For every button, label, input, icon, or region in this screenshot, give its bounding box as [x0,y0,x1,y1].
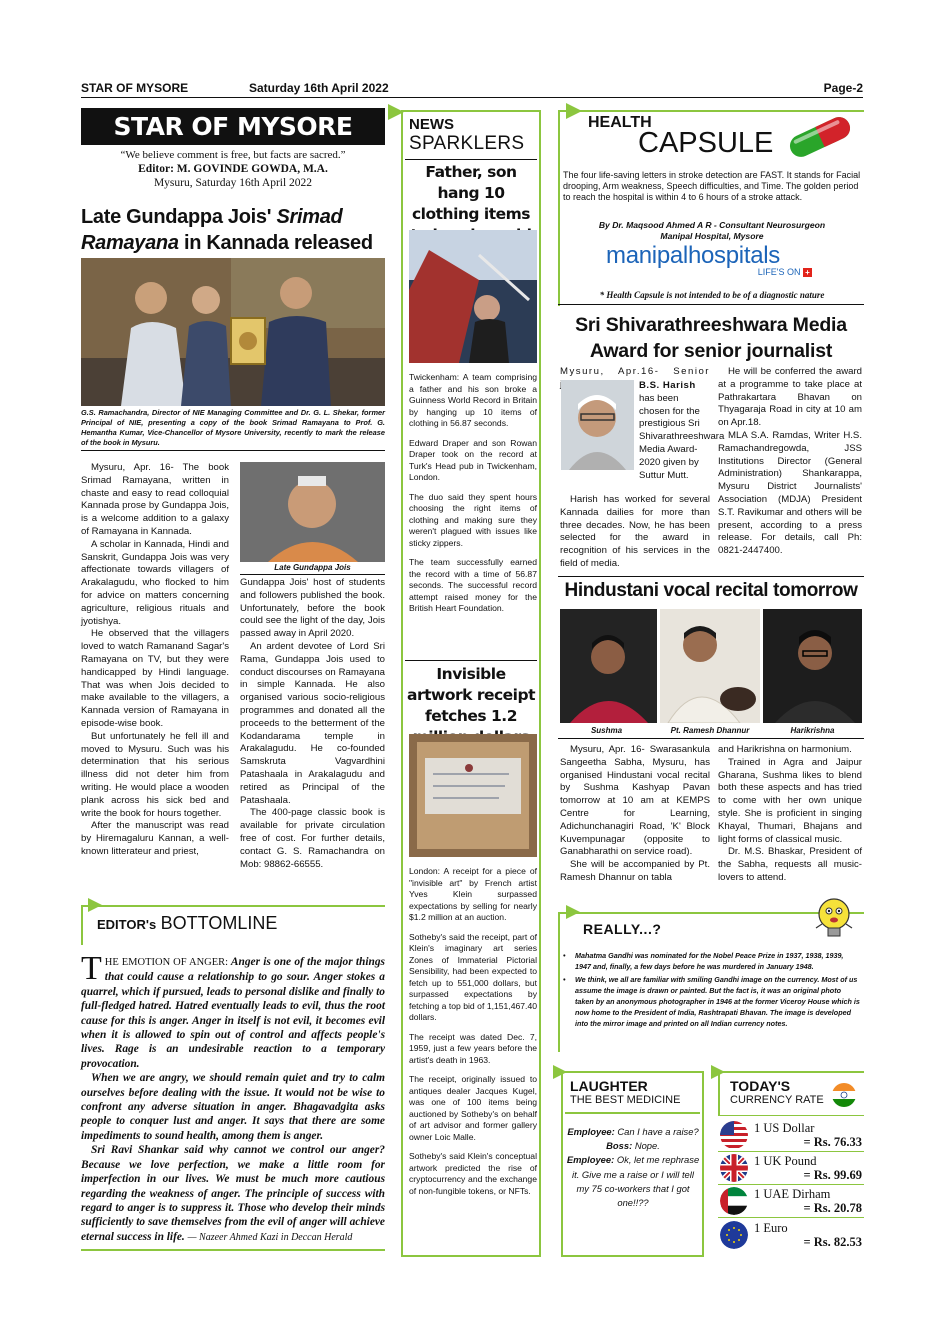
really-label: REALLY...? [583,921,662,937]
currency-rule [718,1115,864,1116]
award-para: Harish has worked for several Kannada dailies for more than three decades. Now, he has been selected for the award in recognition of his services in the field of media. [560,494,710,569]
sparklers-para: Sotheby's said the receipt, part of Klein's imaginary art series Zones of Immaterial Pictorial Sensibility, had been expected to fetch up to 551,000 dollars, but surpassed expectations by fetching a top bid of 1,151,467.40 dollars. [409,931,537,1022]
recital-col-1 [560,744,710,885]
india-flag-icon [831,1082,857,1108]
lead-headline-c: Ramayana [81,232,179,254]
recital-headline: Hindustani vocal recital tomorrow [564,580,858,601]
health-rule [558,304,864,305]
really-item: • Mahatma Gandhi was nominated for the Nobel Peace Prize in 1937, 1938, 1939, 1947 and, finally, a few days before he was murdered in January 1948. [563,951,844,971]
laughter-joke [566,1125,700,1210]
bottomline-para-2: When we are angry, we should remain quiet and try to calm ourselves before dealing with the issue. It would not be wise to confront any adverse situation in anger. Bhagavadgita asks people to conquer lust and anger. It says that there are some impediments to sound health, among them is anger. [81,1072,385,1142]
health-byline-2: Manipal Hospital, Mysore [660,231,764,241]
arrow-corner-icon [566,103,582,119]
rate-row-usd [718,1119,864,1152]
recital-para: Mysuru, Apr. 16- Swarasankula Sangeetha Sabha, Mysuru, has organised Hindustani vocal recital by Sushma Kashyap Pavan tomorrow at 10 am at KEMPS Centre for Learning, Adichunchanagiri Road, 'K' Block Kuvempunagar (opposite to Ganabharathi on service road). [560,744,710,858]
bottomline-box [81,905,385,945]
rate-usd [748,1121,864,1149]
sparklers-story-2 [409,866,537,1205]
recital-captions [558,726,864,738]
capsule-icon [780,112,860,162]
rate-row-aed [718,1185,864,1218]
arrow-corner-icon [388,104,404,120]
sparklers-headline-2: Invisible artwork receipt fetches 1.2 [406,665,535,725]
harish-portrait-illustration [561,380,634,470]
rate-gbp [748,1154,864,1182]
sparklers-para: The team successfully earned the record with a time of 56.87 seconds. The successful record attempt raised money for the British Heart Foundation. [409,557,537,613]
rate-row-eur [718,1218,864,1251]
currency-label [730,1078,830,1107]
lightbulb-mascot-icon [812,896,856,942]
harish-portrait [561,380,634,470]
sparklers-para: The duo said they spent hours choosing the right items of clothing and making sure they weren't plagued with issues like sticky zippers. [409,491,537,548]
caption-harikrishna: Harikrishna [790,726,835,735]
jois-portrait-illustration [240,462,385,562]
rate-aed [748,1187,864,1215]
award-name-rest: has been chosen for the prestigious Sri Shivarathreeshwara Media Award-2020 given by Suttur Mutt. [639,392,725,481]
sushma-photo [560,609,657,723]
harish-name: B.S. Harish [639,380,696,391]
sparklers-para: Twickenham: A team comprising a father and his son broke a Guinness World Record in Britain by hanging up 10 items of clothing in 56.87 seconds. [409,372,537,428]
lead-para: Gundappa Jois' host of students and followers published the book. Unfortunately, before the book could see the light of the day, Jois passed away in April 2020. [240,577,385,640]
eu-flag-icon [720,1221,748,1249]
award-col-1b [560,494,710,571]
sparklers-label-a: NEWS [409,116,454,133]
award-rule [558,576,864,577]
sparklers-para: The receipt was dated Dec. 7, 1959, just a few years before the artist's death in 1963. [409,1031,537,1065]
rate-value: = Rs. 99.69 [803,1168,862,1182]
book-release-caption: G.S. Ramachandra, Director of NIE Managing Committee and Dr. G. L. Shekar, former Principal of NIE, presenting a copy of the book Srimad Ramayana to Prof. G. Hemantha Kumar, Vice-Chancellor of Mysore University, recently to mark the release of the book in Mysuru. [81,408,385,447]
manipal-logo-b: hospitals [687,242,780,269]
rate-value: = Rs. 20.78 [803,1201,862,1215]
bottomline-drop-cap: T [81,950,102,987]
bottomline-credit: — Nazeer Ahmed Kazi in Deccan Herald [187,1231,353,1243]
joke-who-2: Boss: [606,1140,633,1152]
sparklers-para: London: A receipt for a piece of "invisible art" by French artist Yves Klein surpassed expectations by selling for nearly $1.2 million at an auction. [409,866,537,922]
masthead-dateline: Mysuru, Saturday 16th April 2022 [153,177,313,189]
sparklers-headline-1: Father, son hang 10 clothing items [411,163,531,223]
header-page: Page-2 [823,81,863,95]
plus-icon: + [803,268,812,277]
rate-value: = Rs. 82.53 [803,1234,862,1249]
sparklers-label [409,117,537,155]
rate-value: = Rs. 76.33 [803,1135,862,1149]
currency-list [718,1119,864,1251]
page-header [81,80,863,98]
bottomline-para [81,1143,385,1245]
arrow-corner-icon [711,1065,725,1079]
currency-label-b: CURRENCY RATE [730,1094,824,1106]
recital-para: Dr. M.S. Bhaskar, President of the Sabha, requests all music-lovers to attend. [718,846,862,883]
clothing-record-illustration [409,230,537,363]
currency-label-a: TODAY'S [730,1078,791,1094]
caption-dhannur: Pt. Ramesh Dhannur [670,726,750,735]
book-release-illustration [81,258,385,406]
lead-headline-b: Srimad [276,206,343,228]
arrow-corner-icon [566,905,580,919]
lead-column-1 [81,462,229,859]
joke-who-1: Employee: [567,1126,615,1137]
sparklers-para: The receipt, originally issued to antiques dealer Jacques Kugel, was one of 100 items being auctioned by Sotheby's on behalf of art advisor and former gallery owner Loic Malle. [409,1074,537,1142]
bottomline-para [81,950,385,1071]
us-flag-icon [720,1121,748,1149]
recital-para: She will be accompanied by Pt. Ramesh Dhannur on tabla [560,859,710,883]
rate-eur [748,1221,864,1249]
recital-col-2 [718,744,862,885]
sparklers-rule [405,159,537,160]
joke-line-1: Can I have a raise? [617,1126,699,1137]
rate-unit: 1 US Dollar [754,1121,815,1135]
masthead [81,108,385,201]
book-release-photo [81,258,385,406]
really-list [563,950,860,1029]
bottomline-label [97,913,277,934]
health-byline-1: By Dr. Maqsood Ahmed A R - Consultant Neurosurgeon [598,220,826,230]
recital-para: Trained in Agra and Jaipur Gharana, Sushma likes to blend both these aspects and has tried to come with her own unique style. She is proficient in singing Khayal, Thumari, Bhajans and light forms of classical music. [718,756,862,845]
masthead-motto: “We believe comment is free, but facts are sacred.” [120,149,346,161]
laughter-label [570,1078,700,1107]
lead-headline-a: Late Gundappa Jois' [81,206,272,228]
header-date: Saturday 16th April 2022 [249,81,389,95]
masthead-editor: Editor: M. GOVINDE GOWDA, M.A. [138,163,328,175]
bottomline-text [81,950,385,1245]
sparklers-divider [405,660,537,661]
arrow-corner-icon [553,1065,567,1079]
lead-para: The 400-page classic book is available for private circulation free of cost. For further details, contact G. S. Ramachandra on Mob: 98862-66555. [240,807,385,870]
award-lead-line: Mysuru, Apr.16- Senior [560,366,710,377]
manipal-logo-a: manipal [606,242,688,269]
lead-para: Mysuru, Apr. 16- The book Srimad Ramayana, written in chaste and easy to read colloquial Kannada prose by Gundappa Jois, is a welcome addition to a galaxy of Ramayana in Kannada. [81,462,229,537]
receipt-photo [409,734,537,857]
health-byline [563,220,861,242]
lead-headline [81,204,385,256]
arrow-corner-icon [88,898,102,912]
lead-para: A scholar in Kannada, Hindi and Sanskrit, Gundappa Jois was very affectionate towards villagers of Arakalagudu, who flocked to him for advice on matters concerning agriculture, religious rituals and jyotishya. [81,538,229,627]
dhannur-photo [660,609,760,723]
really-item: • We think, we all are familiar with smiling Gandhi image on the currency. Most of us assume the image is drawn or painted. But the fact is, it was an original photo taken by an anonymous photographer in 1946 at the former Viceroy House which is now home to the President of India, Rashtrapati Bhavan. The image is developed into the mirror image and printed on all Indian currency notes. [563,975,860,1028]
really-item-text: Mahatma Gandhi was nominated for the Nobel Peace Prize in 1937, 1938, 1939, 1947 and, finally, a few days before he was murdered in January 1948. [575,951,844,971]
recital-para: and Harikrishna on harmonium. [718,744,852,755]
lead-column-2 [240,577,385,871]
receipt-illustration [409,734,537,857]
recital-caption-rule [558,738,864,739]
award-para: MLA S.A. Ramdas, Writer H.S. Ramachandregowda, JSS Institutions Director (General Administration) Shankarappa, Mysuru District Journalists' Association (MDJA) President S.T. Ravikumar and others will be present, according to a press release. For details, call Ph: 0821-2447400. [718,429,862,557]
header-paper: STAR OF MYSORE [81,81,189,95]
harikrishna-illustration [763,609,862,723]
caption-rule [81,450,385,451]
bottomline-bottom-rule [81,1249,385,1251]
health-text: The four life-saving letters in stroke detection are FAST. It stands for Facial drooping, Arm weakness, Speech difficulties, and Time. The golden period to reach the hospital is within 4 to 6 hours of a stroke attack. [563,170,861,203]
laughter-label-b: THE BEST MEDICINE [570,1094,681,1106]
award-col-2 [718,366,862,558]
sushma-illustration [560,609,657,723]
manipal-tagline-text: LIFE'S ON [757,267,801,277]
rate-row-gbp [718,1152,864,1185]
lead-headline-d: in Kannada released [183,232,373,254]
rate-unit: 1 Euro [754,1220,788,1235]
laughter-rule [565,1112,700,1114]
sparklers-para: Edward Draper and son Rowan Draper took on the record at Turk's Head pub in Twickenham, London. [409,437,537,482]
health-label-a: HEALTH [588,114,652,131]
award-para: He will be conferred the award at a programme to take place at Pathrakartara Bhavan on Thyagaraja Road in city at 10 am on Apr.18. [718,366,862,429]
bottomline-label-b: BOTTOMLINE [160,913,278,933]
health-label-b: CAPSULE [638,127,774,159]
award-headline: Sri Shivarathreeshwara Media Award for senior journalist [575,314,847,362]
manipal-logo [606,242,812,288]
uae-flag-icon [720,1187,748,1215]
harikrishna-photo [763,609,862,723]
award-name-block [634,380,725,482]
lead-para: An ardent devotee of Lord Sri Rama, Gundappa Jois used to conduct discourses on Ramayana in simple Kannada. He also organised various socio-religious programmes and donated all the proceeds to the betterment of the Kodandarama temple in Arakalagudu. He co-founded Samskruta Vagvardhini Patashaala in Arakalagudu and retired as Principal of the Patashaala. [240,640,385,806]
sparklers-story-1 [409,372,537,623]
joke-who-3: Employee: [566,1154,615,1166]
uk-flag-icon [720,1154,748,1182]
bottomline-label-a: EDITOR's [97,917,157,932]
rate-unit: 1 UAE Dirham [754,1187,831,1201]
bottomline-lead-caps: HE EMOTION OF ANGER: [104,957,229,968]
masthead-title: STAR OF MYSORE [81,108,385,145]
joke-line-2: Nope. [634,1140,660,1152]
bottomline-para-1: Anger is one of the major things that could cause a relationship to go sour. Anger stokes a quarrel, which if pursued, leads to personal dislike and finally to full-fledged hatred. Hatred eventually leads to evil, thus the root cause for this is anger. Anger in itself is not evil, it becomes evil when it is allowed to spin out of control and affects people's lives. Rage is an undesirable reaction to a temporary provocation. [81,956,385,1070]
dhannur-illustration [660,609,760,723]
lead-para: After the manuscript was read by Hiremagaluru Kannan, a well-known litterateur and priest, [81,820,229,857]
jois-portrait [240,462,385,562]
rate-unit: 1 UK Pound [754,1154,817,1168]
joke-line-3: Ok, let me rephrase it. Give me a raise or I will tell my 75 co-workers that I got one!!?? [572,1154,700,1209]
really-item-text: We think, we all are familiar with smiling Gandhi image on the currency. Most of us assume the image is drawn or painted. But the fact is, it was an original photo taken by an anonymous photographer in 1946 at the former Viceroy House which is now home to the President of India, Rashtrapati Bhavan. The image is developed into the mirror image and printed on all Indian currency notes. [575,975,860,1028]
clothing-record-photo [409,230,537,363]
caption-sushma: Sushma [590,726,623,735]
health-disclaimer: * Health Capsule is not intended to be of a diagnostic nature [599,290,825,300]
bottomline-para-3: Sri Ravi Shankar said why cannot we control our anger? Because we love perfection, we make a little room for imperfection in our lives. We must be much more cautious regarding the weakness of anger. The principle of success with regard to anger is to suppress it. Those who develop their minds sufficiently to save themselves from the evil of anger will achieve eternal success in life. [81,1144,385,1243]
jois-portrait-caption: Late Gundappa Jois [240,563,385,575]
lead-para: He observed that the villagers loved to watch Ramanand Sagar's Ramayana on TV, but they were handicapped by Hindi language. That was when Jois decided to make available to the villagers, a Kannada version of Ramayana in episode-wise book. [81,628,229,729]
sparklers-para: Sotheby's said Klein's conceptual artwork predicted the rise of cryptocurrency and the exchange of non-fungible tokens, or NFTs. [409,1151,537,1196]
lead-para: But unfortunately he fell ill and moved to Mysuru. Such was his determination that his serious illness did not deter him from writing. He would place a wooden plank across his sick bed and write the book for hours together. [81,730,229,819]
laughter-label-a: LAUGHTER [570,1078,648,1094]
sparklers-label-b: SPARKLERS [409,133,525,154]
